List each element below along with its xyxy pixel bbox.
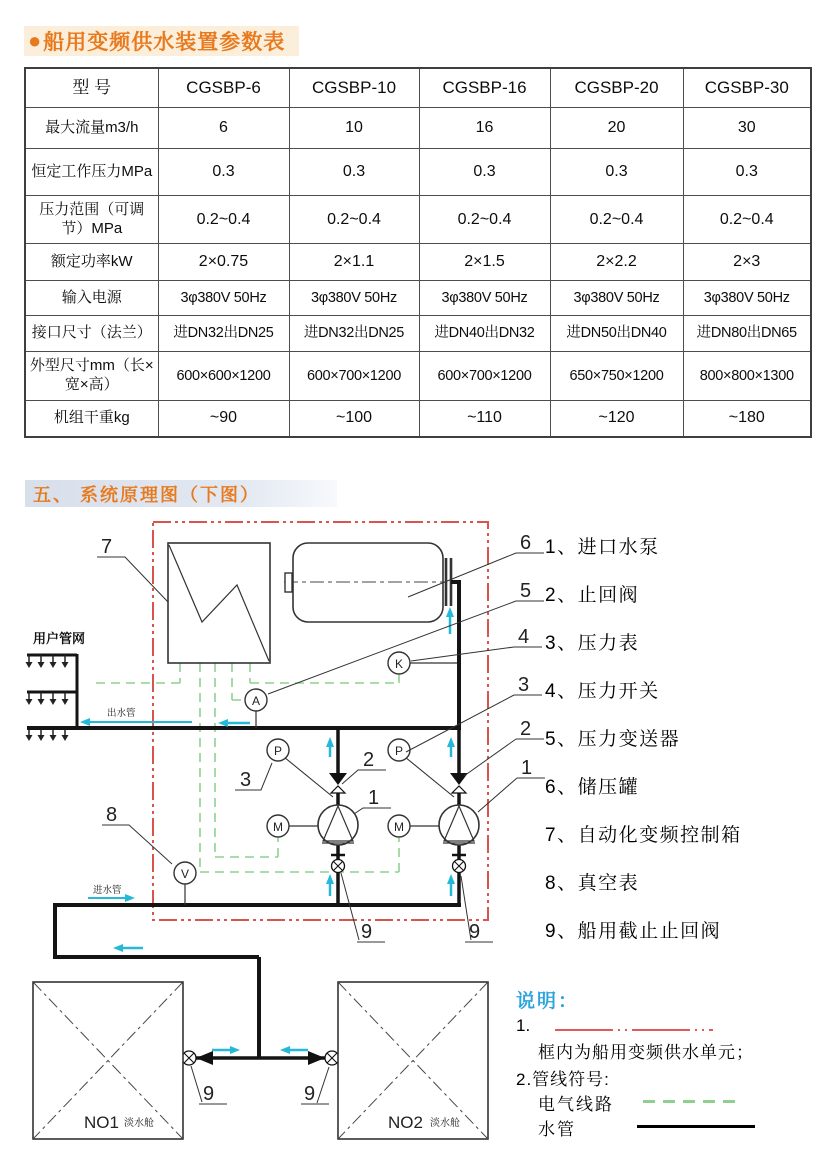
cell: 2×2.2 [550,244,683,281]
tank1-label: NO1 [84,1113,119,1132]
row-header: 额定功率kW [25,244,158,281]
table-row [25,401,811,437]
cell: ~110 [419,401,550,437]
tank1-type-label: 淡水舱 [124,1118,154,1129]
cell: ~90 [158,401,289,437]
legend-item: 2、止回阀 [545,585,640,606]
callout-9: 9 [469,921,481,943]
page-title-bar [24,26,299,56]
cell: 650×750×1200 [550,352,683,401]
cell: 0.2~0.4 [683,196,811,244]
cell: 2×3 [683,244,811,281]
note-1-prefix: 1. [516,1016,531,1035]
cell: 20 [550,108,683,149]
frame-line-sample [555,1029,713,1031]
cell: 2×0.75 [158,244,289,281]
cell: 2×1.5 [419,244,550,281]
page-title: 船用变频供水装置参数表 [43,31,286,54]
table-row [25,316,811,352]
pump-unit-left [267,728,358,905]
table-row [25,108,811,149]
check-valve [329,773,347,785]
vfd-control-box [168,543,270,663]
cell: 进DN50出DN40 [550,316,683,352]
cell: 0.3 [683,149,811,196]
cell: ~120 [550,401,683,437]
cell: 30 [683,108,811,149]
row-header: 机组干重kg [25,401,158,437]
electric-line-sample [643,1100,743,1103]
cell: ~180 [683,401,811,437]
vacuum-gauge-letter: V [180,867,190,881]
user-network-label: 用户管网 [33,631,86,646]
row-header: 恒定工作压力MPa [25,149,158,196]
callout-7: 7 [101,536,113,558]
tank2-type-label: 淡水舱 [430,1118,460,1129]
outlet-pipe-label: 出水管 [107,708,136,719]
pressure-gauge-letter: P [394,744,404,758]
note-2-text: 2.管线符号: [516,1070,610,1089]
legend-item: 1、进口水泵 [545,537,660,558]
pressure-gauge-letter: P [273,744,283,758]
callout-3: 3 [240,769,252,791]
check-valve [452,786,466,793]
cell: 3φ380V 50Hz [419,281,550,316]
table-row [25,352,811,401]
cell: 0.3 [158,149,289,196]
parameter-table [24,67,812,438]
callout-1: 1 [368,787,380,809]
legend-list [545,524,825,956]
electric-line-label: 电气线路 [538,1095,614,1114]
pump-unit-right [388,728,479,905]
callout-3: 3 [518,674,530,696]
col-header: CGSBP-16 [419,68,550,108]
row-header: 接口尺寸（法兰） [25,316,158,352]
callout-4: 4 [518,626,530,648]
cell: 进DN32出DN25 [289,316,419,352]
col-header: CGSBP-30 [683,68,811,108]
motor-letter: M [394,820,404,834]
cell: 0.3 [419,149,550,196]
cell: 0.2~0.4 [419,196,550,244]
cell: 0.3 [550,149,683,196]
cell: 16 [419,108,550,149]
callout-6: 6 [520,532,532,554]
pressure-switch [388,652,457,674]
cell: 0.2~0.4 [158,196,289,244]
cell: 0.2~0.4 [550,196,683,244]
col-header: CGSBP-20 [550,68,683,108]
callout-9: 9 [304,1083,316,1105]
bullet-icon: ● [28,28,42,53]
cell: 3φ380V 50Hz [158,281,289,316]
legend-item: 8、真空表 [545,873,640,894]
vacuum-gauge [174,862,196,905]
legend-item: 3、压力表 [545,633,640,654]
legend-item: 9、船用截止止回阀 [545,921,722,942]
cell: 进DN40出DN32 [419,316,550,352]
tank2-label: NO2 [388,1113,423,1132]
cell: 0.2~0.4 [289,196,419,244]
callout-9: 9 [203,1083,215,1105]
cell: ~100 [289,401,419,437]
pressure-tank [284,543,451,622]
cell: 800×800×1300 [683,352,811,401]
row-header: 外型尺寸mm（长×宽×高） [25,352,158,401]
callout-2: 2 [520,718,532,740]
legend-item: 5、压力变送器 [545,729,681,750]
callout-2: 2 [363,749,375,771]
section-header-bar [25,480,337,507]
table-row [25,196,811,244]
cell: 0.3 [289,149,419,196]
cell: 3φ380V 50Hz [550,281,683,316]
notes-title: 说明： [516,991,580,1012]
section-title: 五、 系统原理图（下图） [33,484,260,505]
cell: 进DN80出DN65 [683,316,811,352]
callout-9: 9 [361,921,373,943]
row-header: 压力范围（可调节）MPa [25,196,158,244]
water-line-label: 水管 [538,1120,576,1139]
table-row [25,149,811,196]
legend-item: 7、自动化变频控制箱 [545,825,742,846]
row-header: 最大流量m3/h [25,108,158,149]
cell: 2×1.1 [289,244,419,281]
note-1-text: 框内为船用变频供水单元； [538,1043,754,1062]
check-valve [331,786,345,793]
fresh-water-tank-1 [33,982,183,1139]
fresh-water-tank-2 [338,982,488,1139]
inlet-pipe-label: 进水管 [93,885,122,896]
cell: 600×600×1200 [158,352,289,401]
col-header: CGSBP-6 [158,68,289,108]
water-line-sample [637,1125,755,1128]
row-header: 输入电源 [25,281,158,316]
legend-item: 4、压力开关 [545,681,660,702]
pressure-switch-letter: K [394,657,404,671]
user-network [26,631,86,741]
callout-5: 5 [520,580,532,602]
col-header: CGSBP-10 [289,68,419,108]
table-row [25,244,811,281]
cell: 6 [158,108,289,149]
cell: 进DN32出DN25 [158,316,289,352]
cell: 3φ380V 50Hz [289,281,419,316]
legend-item: 6、储压罐 [545,777,640,798]
transmitter-letter: A [251,694,261,708]
cell: 600×700×1200 [289,352,419,401]
callout-8: 8 [106,804,118,826]
motor-letter: M [273,820,283,834]
table-header-row [25,68,811,108]
cell: 3φ380V 50Hz [683,281,811,316]
col-header: 型 号 [25,68,158,108]
cell: 600×700×1200 [419,352,550,401]
cell: 10 [289,108,419,149]
table-row [25,281,811,316]
callout-1: 1 [521,757,533,779]
